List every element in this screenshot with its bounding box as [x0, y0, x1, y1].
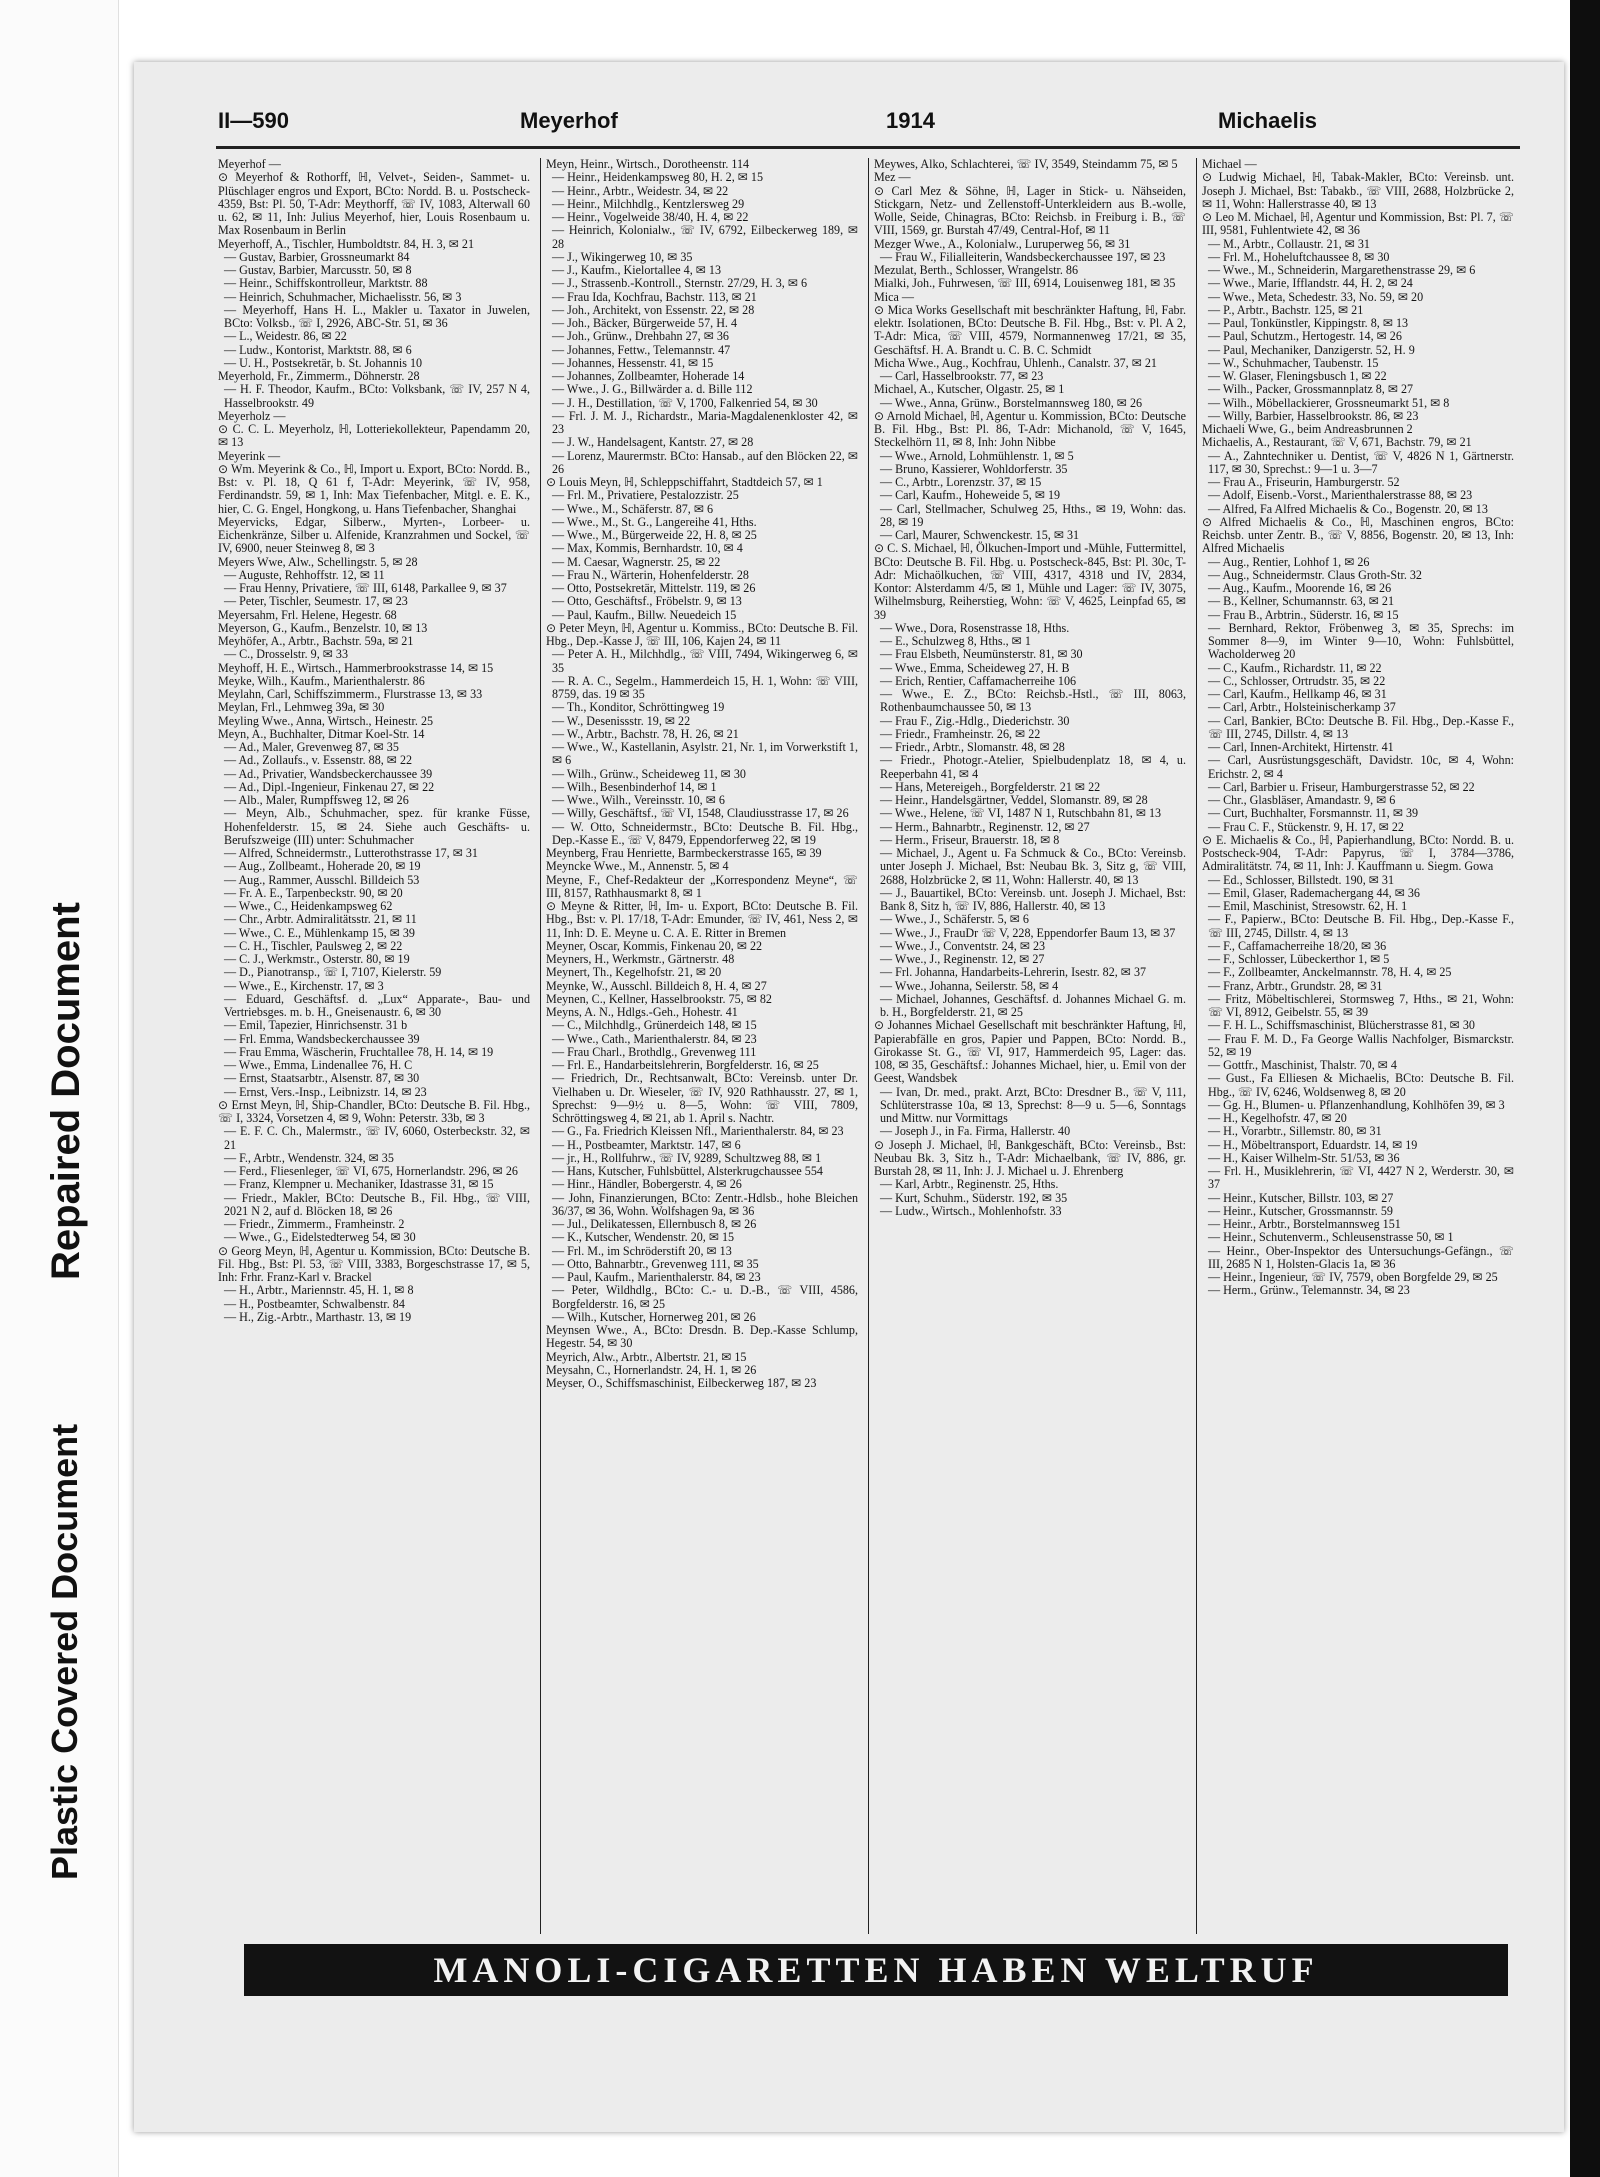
directory-entry: — Ed., Schlosser, Billstedt. 190, ✉ 31	[1208, 872, 1395, 887]
directory-entry: — Emil, Tapezier, Hinrichsenstr. 31 b	[224, 1018, 408, 1033]
column-divider	[868, 158, 869, 1934]
directory-entry: — Chr., Arbtr. Admiralitätsstr. 21, ✉ 11	[224, 912, 417, 927]
directory-entry: — Friedr., Makler, BCto: Deutsche B., Fil. Hbg., ☏ VIII, 2021 N 2, auf d. Blöcken 18, ✉ 26	[224, 1190, 530, 1218]
header-first-entry: Meyerhof	[520, 108, 618, 133]
directory-entry: — Wwe., Marie, Ifflandstr. 44, H. 2, ✉ 24	[1208, 276, 1413, 291]
directory-entry: — U. H., Postsekretär, b. St. Johannis 10	[224, 355, 423, 370]
directory-entry: — J., Bauartikel, BCto: Vereinsb. unt. Joseph J. Michael, Bst: Bank 8, Sitz h, ☏ IV, 886, Hallerstr. 40, ✉ 13	[880, 885, 1186, 913]
directory-entry: — H., Möbeltransport, Eduardstr. 14, ✉ 19	[1208, 1137, 1418, 1152]
directory-entry: Meyerhoff, A., Tischler, Humboldtstr. 84, H. 3, ✉ 21	[218, 236, 475, 251]
directory-entry: — Meyn, Alb., Schuhmacher, spez. für kranke Füsse, Hohenfelderstr. 15, ✉ 24. Siehe auch Geschäfts- u. Berufszweige (III) unter: Schuhmacher	[224, 806, 530, 847]
directory-entry: — Ferd., Fliesenleger, ☏ VI, 675, Hornerlandstr. 296, ✉ 26	[224, 1164, 518, 1178]
directory-entry: — Wwe., Emma, Lindenallee 76, H. C	[224, 1058, 413, 1072]
directory-entry: — H., Kegelhofstr. 47, ✉ 20	[1208, 1111, 1347, 1125]
directory-entry: — D., Pianotransp., ☏ I, 7107, Kielerstr. 59	[224, 965, 442, 980]
directory-entry: — F., Arbtr., Wendenstr. 324, ✉ 35	[224, 1150, 394, 1165]
directory-entry: — Michael, J., Agent u. Fa Schmuck & Co., BCto: Vereinsb. unter Joseph J. Michael, Bst: Neubau Bk. 3, Sitz g, ☏ VIII, 2688, Holzbrücke 2, ✉ 11, Wohn: Hallerstr. 40, ✉ 13	[880, 846, 1186, 887]
directory-entry: — Frau Elsbeth, Neumünsterstr. 81, ✉ 30	[880, 647, 1083, 662]
directory-entry: Mica —	[874, 289, 914, 304]
directory-entry: — Heinr., Schutenverm., Schleusenstrasse 50, ✉ 1	[1208, 1230, 1454, 1245]
directory-entry: — W. Otto, Schneidermstr., BCto: Deutsche B. Fil. Hbg., Dep.-Kasse E., ☏ V, 8479, Eppendorferweg 22, ✉ 19	[552, 819, 858, 847]
directory-entry: — Curt, Buchhalter, Forsmannstr. 11, ✉ 39	[1208, 806, 1419, 821]
directory-entry: — Wwe., Emma, Scheideweg 27, H. B	[880, 660, 1070, 675]
directory-entry: — Karl, Arbtr., Reginenstr. 25, Hths.	[880, 1177, 1059, 1192]
directory-entry: — Emil, Maschinist, Stresowstr. 62, H. 1	[1208, 899, 1408, 913]
directory-entry: — Lorenz, Maurermstr. BCto: Hansab., auf den Blöcken 22, ✉ 26	[552, 448, 858, 476]
directory-entry: — Wwe., E., Kirchenstr. 17, ✉ 3	[224, 978, 384, 993]
directory-entry: Meyhöfer, A., Arbtr., Bachstr. 59a, ✉ 21	[218, 634, 414, 648]
directory-entry: Meyns, A. N., Hdlgs.-Geh., Hohestr. 41	[546, 1005, 738, 1019]
directory-entry: — Wilh., Grünw., Scheideweg 11, ✉ 30	[552, 766, 746, 781]
directory-entry: — Aug., Zollbeamt., Hoherade 20, ✉ 19	[224, 859, 421, 874]
directory-entry: — Peter, Wildhdlg., BCto: C.- u. D.-B., ☏ VIII, 4586, Borgfelderstr. 16, ✉ 25	[552, 1283, 858, 1311]
directory-entry: — Frau C. F., Stückenstr. 9, H. 17, ✉ 22	[1208, 819, 1404, 834]
directory-entry: — Kurt, Schuhm., Süderstr. 192, ✉ 35	[880, 1190, 1068, 1205]
directory-entry: — F. H. L., Schiffsmaschinist, Blücherstrasse 81, ✉ 30	[1208, 1018, 1475, 1033]
directory-entry: — Auguste, Rehhoffstr. 12, ✉ 11	[224, 567, 385, 582]
directory-entry: — Heinr., Milchhdlg., Kentzlersweg 29	[552, 196, 745, 211]
directory-entry: — Joh., Architekt, von Essenstr. 22, ✉ 28	[552, 302, 755, 317]
directory-entry: — E., Schulzweg 8, Hths., ✉ 1	[880, 634, 1031, 648]
directory-entry: — Frau F. M. D., Fa George Wallis Nachfolger, Bismarckstr. 52, ✉ 19	[1208, 1031, 1514, 1059]
directory-entry: — Peter, Tischler, Seumestr. 17, ✉ 23	[224, 594, 408, 609]
directory-entry: — C. J., Werkmstr., Osterstr. 80, ✉ 19	[224, 952, 410, 966]
directory-entry: — A., Zahntechniker u. Dentist, ☏ V, 4826 N 1, Gärtnerstr. 117, ✉ 30, Sprechst.: 9—1 u. 3—7	[1208, 448, 1514, 476]
directory-entry: — C., Schlosser, Ortrudstr. 35, ✉ 22	[1208, 673, 1386, 688]
directory-entry: — H., Postbeamter, Schwalbenstr. 84	[224, 1296, 405, 1311]
directory-entry: — Frau Charl., Brothdlg., Grevenweg 111	[552, 1044, 757, 1059]
directory-entry: — M., Arbtr., Collaustr. 21, ✉ 31	[1208, 236, 1370, 251]
directory-entry: — Aug., Rentier, Lohhof 1, ✉ 26	[1208, 554, 1370, 569]
scan-right-border	[1570, 0, 1600, 2177]
directory-entry: Meyser, O., Schiffsmaschinist, Eilbeckerweg 187, ✉ 23	[546, 1376, 817, 1390]
header-last-entry: Michaelis	[1218, 108, 1318, 133]
directory-entry: — Eduard, Geschäftsf. d. „Lux“ Apparate-, Bau- und Vertriebsges. m. b. H., Gneisenaustr. 6, ✉ 30	[224, 991, 530, 1019]
directory-entry: — H., Vorarbtr., Sillemstr. 80, ✉ 31	[1208, 1124, 1382, 1139]
directory-entry: — Wwe., Helene, ☏ VI, 1487 N 1, Rutschbahn 81, ✉ 13	[880, 806, 1162, 821]
directory-entry: — Heinr., Ober-Inspektor des Untersuchungs-Gefängn., ☏ III, 2685 N 1, Holsten-Glacis 1a, ✉ 36	[1208, 1243, 1514, 1271]
firm-entry: ⊙ Ludwig Michael, ℍ, Tabak-Makler, BCto: Vereinsb. unt. Joseph J. Michael, Bst: Tabakb., ☏ VIII, 2688, Holzbrücke 2, ✉ 11, Wohn: Hallerstrasse 40, ✉ 13	[1202, 170, 1514, 211]
directory-entry: — P., Arbtr., Bachstr. 125, ✉ 21	[1208, 302, 1364, 317]
directory-entry: — Carl, Hasselbrookstr. 77, ✉ 23	[880, 369, 1044, 383]
directory-entry: — Heinr., Schiffskontrolleur, Marktstr. 88	[224, 276, 428, 291]
column-divider	[540, 158, 541, 1934]
repaired-document-label: Repaired Document	[44, 902, 88, 1280]
directory-entry: — Aug., Schneidermstr. Claus Groth-Str. 32	[1208, 567, 1422, 582]
directory-entry: — Chr., Glasbläser, Amandastr. 9, ✉ 6	[1208, 793, 1396, 807]
directory-entry: — Frau B., Arbtrin., Süderstr. 16, ✉ 15	[1208, 607, 1399, 622]
directory-entry: — H., Kaiser Wilhelm-Str. 51/53, ✉ 36	[1208, 1150, 1400, 1165]
directory-entry: — J., Strassenb.-Kontroll., Sternstr. 27/29, H. 3, ✉ 6	[552, 276, 808, 291]
page-number: II—590	[218, 108, 289, 133]
directory-entry: — Heinrich, Schuhmacher, Michaelisstr. 56, ✉ 3	[224, 289, 462, 304]
directory-entry: — Wilh., Kutscher, Hornerweg 201, ✉ 26	[552, 1309, 756, 1324]
directory-entry: — Wwe., Anna, Grünw., Borstelmannsweg 180, ✉ 26	[880, 395, 1143, 410]
directory-entry: — L., Weidestr. 86, ✉ 22	[224, 329, 347, 344]
directory-entry: — Wwe., M., Schäferstr. 87, ✉ 6	[552, 501, 714, 516]
directory-entry: — Ludw., Wirtsch., Mohlenhofstr. 33	[880, 1203, 1062, 1218]
directory-entry: — Meyerhoff, Hans H. L., Makler u. Taxator in Juwelen, BCto: Volksb., ☏ I, 2926, ABC-Str. 51, ✉ 36	[224, 302, 530, 330]
directory-entry: Michael, A., Kutscher, Olgastr. 25, ✉ 1	[874, 382, 1065, 397]
directory-entry: Meynberg, Frau Henriette, Barmbeckerstrasse 165, ✉ 39	[546, 846, 822, 860]
column-divider	[1196, 158, 1197, 1934]
directory-entry: — Frl. E., Handarbeitslehrerin, Borgfelderstr. 16, ✉ 25	[552, 1058, 819, 1072]
directory-entry: — F., Schlosser, Lübeckerthor 1, ✉ 5	[1208, 952, 1390, 966]
directory-entry: — Wilh., Packer, Grossmannplatz 8, ✉ 27	[1208, 382, 1414, 397]
page-header	[218, 102, 1518, 144]
directory-entry: — Frau Ida, Kochfrau, Bachstr. 113, ✉ 21	[552, 289, 757, 304]
directory-entry: — Wwe., J., Reginenstr. 12, ✉ 27	[880, 952, 1045, 966]
firm-entry: ⊙ Peter Meyn, ℍ, Agentur u. Kommiss., BCto: Deutsche B. Fil. Hbg., Dep.-Kasse J, ☏ III, 106, Kajen 24, ✉ 11	[546, 620, 858, 648]
directory-entry: — Heinrich, Kolonialw., ☏ IV, 6792, Eilbeckerweg 189, ✉ 28	[552, 223, 858, 251]
directory-entry: — F., Papierw., BCto: Deutsche B. Fil. Hbg., Dep.-Kasse F., ☏ III, 2745, Dillstr. 4, ✉ 13	[1208, 912, 1514, 940]
directory-entry: Meyerhold, Fr., Zimmerm., Döhnerstr. 28	[218, 369, 420, 383]
directory-entry: — Joseph J., in Fa. Firma, Hallerstr. 40	[880, 1124, 1071, 1139]
firm-entry: ⊙ Ernst Meyn, ℍ, Ship-Chandler, BCto: Deutsche B. Fil. Hbg., ☏ I, 3324, Vorsetzen 4, ✉ 9, Wohn: Peterstr. 33b, ✉ 3	[218, 1097, 530, 1125]
directory-entry: — Friedr., Framheinstr. 26, ✉ 22	[880, 726, 1041, 741]
directory-entry: — Ad., Zollaufs., v. Essenstr. 88, ✉ 22	[224, 753, 413, 768]
directory-entry: Meyner, Oscar, Kommis, Finkenau 20, ✉ 22	[546, 938, 763, 953]
directory-page	[134, 62, 1564, 2132]
directory-entry: — Friedr., Zimmerm., Framheinstr. 2	[224, 1217, 405, 1231]
directory-entry: Micha Wwe., Aug., Kochfrau, Uhlenh., Canalstr. 37, ✉ 21	[874, 355, 1157, 370]
directory-entry: — Gust., Fa Elliesen & Michaelis, BCto: Deutsche B. Fil. Hbg., ☏ IV, 6246, Woldsenweg 8, ✉ 20	[1208, 1071, 1514, 1099]
directory-entry: — H. F. Theodor, Kaufm., BCto: Volksbank, ☏ IV, 257 N 4, Hasselbrookstr. 49	[224, 382, 530, 410]
directory-entry: — Ad., Maler, Grevenweg 87, ✉ 35	[224, 740, 399, 754]
directory-entry: — Heinr., Ingenieur, ☏ IV, 7579, oben Borgfelde 29, ✉ 25	[1208, 1270, 1498, 1284]
column-3	[874, 158, 1186, 1928]
directory-entry: — M. Caesar, Wagnerstr. 25, ✉ 22	[552, 554, 721, 569]
directory-entry: Meyling Wwe., Anna, Wirtsch., Heinestr. 25	[218, 713, 434, 728]
directory-entry: — Heinr., Heidenkampsweg 80, H. 2, ✉ 15	[552, 170, 763, 185]
directory-entry: — Frl. M., im Schröderstift 20, ✉ 13	[552, 1243, 732, 1258]
directory-entry: — Franz, Klempner u. Mechaniker, Idastrasse 31, ✉ 15	[224, 1177, 494, 1192]
directory-entry: Meyrich, Alw., Arbtr., Albertstr. 21, ✉ 15	[546, 1349, 747, 1364]
directory-entry: — Ernst, Staatsarbtr., Alsenstr. 87, ✉ 30	[224, 1071, 420, 1086]
directory-entry: — Frau F., Zig.-Hdlg., Diederichstr. 30	[880, 713, 1070, 728]
directory-entry: — Paul, Kaufm., Marienthalerstr. 84, ✉ 23	[552, 1270, 761, 1284]
directory-entry: — Johannes, Zollbeamter, Hoherade 14	[552, 369, 745, 383]
directory-entry: — Frl. Johanna, Handarbeits-Lehrerin, Isestr. 82, ✉ 37	[880, 965, 1147, 980]
directory-entry: — W. Glaser, Fleningsbusch 1, ✉ 22	[1208, 369, 1387, 383]
directory-entry: — Michael, Johannes, Geschäftsf. d. Johannes Michael G. m. b. H., Borgfelderstr. 21, ✉ 25	[880, 991, 1186, 1019]
directory-entry: — Carl, Kaufm., Hoheweide 5, ✉ 19	[880, 488, 1061, 503]
directory-entry: — J. H., Destillation, ☏ V, 1700, Falkenried 54, ✉ 30	[552, 395, 818, 410]
directory-entry: Meyerholz —	[218, 408, 286, 423]
directory-entry: Meyerink —	[218, 448, 281, 463]
firm-entry: ⊙ Johannes Michael Gesellschaft mit beschränkter Haftung, ℍ, Papierabfälle en gros, Papier und Pappen, BCto: Nordd. B., Girokasse St. G., ☏ VI, 917, Hammerdeich 95, Lager: das. 108, ✉ 35, Geschäftsf.: Johannes Michael, hier, u. Emil von der Geest, Wandsbek	[874, 1018, 1186, 1086]
directory-entry: — Heinr., Kutscher, Billstr. 103, ✉ 27	[1208, 1190, 1394, 1205]
firm-entry: ⊙ Louis Meyn, ℍ, Schleppschiffahrt, Stadtdeich 57, ✉ 1	[546, 475, 823, 489]
directory-entry: — Otto, Bahnarbtr., Grevenweg 111, ✉ 35	[552, 1256, 759, 1271]
directory-entry: — Carl, Innen-Architekt, Hirtenstr. 41	[1208, 740, 1394, 754]
directory-entry: — John, Finanzierungen, BCto: Zentr.-Hdlsb., hohe Bleichen 36/37, ✉ 36, Wohn. Wolfshagen 9a, ✉ 36	[552, 1190, 858, 1218]
directory-entry: — Heinr., Kutscher, Grossmannstr. 59	[1208, 1203, 1393, 1218]
directory-entry: — W., Schuhmacher, Taubenstr. 15	[1208, 355, 1379, 370]
directory-entry: — Wwe., Meta, Schedestr. 33, No. 59, ✉ 20	[1208, 289, 1424, 304]
directory-entry: — Frau Emma, Wäscherin, Fruchtallee 78, H. 14, ✉ 19	[224, 1044, 494, 1059]
directory-entry: — Otto, Postsekretär, Mittelstr. 119, ✉ 26	[552, 581, 756, 595]
directory-entry: — Th., Konditor, Schröttingweg 19	[552, 700, 725, 715]
directory-entry: — Alb., Maler, Rumpffsweg 12, ✉ 26	[224, 793, 409, 807]
directory-entry: Meyners, H., Werkmstr., Gärtnerstr. 48	[546, 952, 735, 966]
directory-entry: — Bernhard, Rektor, Fröbenweg 3, ✉ 35, Sprechs: im Sommer 8—9, im Winter 9—10, Wohn: Fuhlsbüttel, Wacholderweg 20	[1208, 620, 1514, 662]
directory-entry: — H., Postbeamter, Marktstr. 147, ✉ 6	[552, 1137, 741, 1152]
directory-entry: — Wwe., Johanna, Seilerstr. 58, ✉ 4	[880, 978, 1059, 993]
directory-entry: — C. H., Tischler, Paulsweg 2, ✉ 22	[224, 938, 403, 953]
directory-entry: — Wwe., W., Kastellanin, Asylstr. 21, Nr. 1, im Vorwerkstift 1, ✉ 6	[552, 740, 858, 768]
directory-entry: — Carl, Bankier, BCto: Deutsche B. Fil. Hbg., Dep.-Kasse F., ☏ III, 2745, Dillstr. 4, ✉ 13	[1208, 713, 1514, 741]
directory-entry: Mialki, Joh., Fuhrwesen, ☏ III, 6914, Louisenweg 181, ✉ 35	[874, 276, 1176, 291]
directory-entry: Meyerhof —	[218, 158, 281, 171]
directory-entry: — Frau A., Friseurin, Hamburgerstr. 52	[1208, 475, 1400, 489]
directory-entry: Mezger Wwe., A., Kolonialw., Luruperweg 56, ✉ 31	[874, 236, 1131, 251]
directory-entry: Meylahn, Carl, Schiffszimmerm., Flurstrasse 13, ✉ 33	[218, 687, 483, 701]
plastic-covered-document-label: Plastic Covered Document	[44, 1423, 85, 1880]
directory-entry: — Wwe., M., Schneiderin, Margarethenstrasse 29, ✉ 6	[1208, 263, 1476, 277]
directory-entry: — Hans, Kutscher, Fuhlsbüttel, Alsterkrugchaussee 554	[552, 1164, 823, 1178]
directory-entry: Meynke, W., Ausschl. Billdeich 8, H. 4, ✉ 27	[546, 978, 767, 993]
directory-entry: — Gg. H., Blumen- u. Pflanzenhandlung, Kohlhöfen 39, ✉ 3	[1208, 1097, 1505, 1112]
directory-entry: Meynert, Th., Kegelhofstr. 21, ✉ 20	[546, 965, 722, 980]
directory-entry: — Carl, Arbtr., Holsteinischerkamp 37	[1208, 700, 1396, 715]
directory-entry: — Frau W., Filialleiterin, Wandsbeckerchaussee 197, ✉ 23	[880, 249, 1166, 264]
directory-entry: — E. F. C. Ch., Malermstr., ☏ IV, 6060, Osterbeckstr. 32, ✉ 21	[224, 1124, 530, 1152]
directory-entry: Michaelis, A., Restaurant, ☏ V, 671, Bachstr. 79, ✉ 21	[1202, 435, 1472, 450]
directory-entry: — Willy, Barbier, Hasselbrookstr. 86, ✉ 23	[1208, 408, 1419, 423]
directory-entry: — Friedrich, Dr., Rechtsanwalt, BCto: Vereinsb. unter Dr. Vielhaben u. Dr. Wieseler, ☏ IV, 920 Rathhausstr. 27, ✉ 1, Sprechst: 9—9½ u. 8—5, Wohn: ☏ VIII, 7809, Schröttingsweg 4, ✉ 21, ab 1. April s. Nachtr.	[552, 1071, 858, 1125]
firm-entry: ⊙ Mica Works Gesellschaft mit beschränkter Haftung, ℍ, Fabr. elektr. Isolationen, BCto: Deutsche B. Fil. Hbg., Bst: v. Pl. A 2, T-Adr: Mica, ☏ VIII, 4579, Normannenweg 17/21, ✉ 35, Geschäftsf. H. A. Brandt u. C. B. C. Schmidt	[874, 302, 1186, 357]
directory-entry: — Alfred, Fa Alfred Michaelis & Co., Bogenstr. 20, ✉ 13	[1208, 501, 1488, 516]
firm-entry: ⊙ Meyne & Ritter, ℍ, Im- u. Export, BCto: Deutsche B. Fil. Hbg., Bst: v. Pl. 17/18, T-Adr: Emunder, ☏ IV, 461, Ness 2, ✉ 11, Inh: D. E. Meyne u. C. A. E. Ritter in Bremen	[546, 899, 858, 940]
directory-entry: — Willy, Geschäftsf., ☏ VI, 1548, Claudiusstrasse 17, ✉ 26	[552, 806, 849, 821]
firm-entry: ⊙ Georg Meyn, ℍ, Agentur u. Kommission, BCto: Deutsche B. Fil. Hbg., Bst: Pl. 53, ☏ VIII, 3383, Borgeschstrasse 17, ✉ 5, Inh: Frhr. Franz-Karl v. Brackel	[218, 1243, 530, 1284]
directory-entry: — K., Kutscher, Wendenstr. 20, ✉ 15	[552, 1230, 735, 1245]
directory-entry: — Frau N., Wärterin, Hohenfelderstr. 28	[552, 567, 749, 582]
directory-entry: — Ivan, Dr. med., prakt. Arzt, BCto: Dresdner B., ☏ V, 111, Schlüterstrasse 10a, ✉ 13, Sprechst: 8—9 u. 5—6, Sonntags und Mittw. nur Vormittags	[880, 1084, 1186, 1125]
directory-entry: Michael —	[1202, 158, 1257, 171]
directory-entry: — W., Arbtr., Bachstr. 78, H. 26, ✉ 21	[552, 726, 739, 741]
directory-entry: Meynen, C., Kellner, Hasselbrookstr. 75, ✉ 82	[546, 991, 772, 1006]
directory-entry: Michaeli Wwe, G., beim Andreasbrunnen 2	[1202, 422, 1413, 436]
directory-entry: — Ludw., Kontorist, Marktstr. 88, ✉ 6	[224, 342, 412, 357]
directory-entry: — Wwe., J. G., Billwärder a. d. Bille 112	[552, 382, 753, 397]
firm-entry: ⊙ Wm. Meyerink & Co., ℍ, Import u. Export, BCto: Nordd. B., Bst: v. Pl. 18, Q 61 f, T-Adr: Meyerink, ☏ IV, 958, Ferdinandstr. 59, ✉ 1, Inh: Max Tiefenbacher, Mitgl. e. E. K., hier, C. G. Engel, Hongkong, u. Hans Tiefenbacher, Shanghai	[218, 461, 530, 516]
directory-entry: — C., Milchhdlg., Grünerdeich 148, ✉ 15	[552, 1018, 757, 1033]
directory-entry: — F., Caffamacherreihe 18/20, ✉ 36	[1208, 938, 1387, 953]
directory-entry: — Wilh., Besenbinderhof 14, ✉ 1	[552, 779, 717, 794]
directory-entry: — Joh., Bäcker, Bürgerweide 57, H. 4	[552, 316, 738, 330]
directory-entry: — Friedr., Arbtr., Slomanstr. 48, ✉ 28	[880, 740, 1065, 754]
firm-entry: ⊙ Arnold Michael, ℍ, Agentur u. Kommission, BCto: Deutsche B. Fil. Hbg., Bst: Pl. 86, T-Adr: Michanold, ☏ V, 1645, Steckelhörn 11, ✉ 8, Inh: John Nibbe	[874, 408, 1186, 450]
directory-entry: — Aug., Rammer, Ausschl. Billdeich 53	[224, 872, 420, 887]
directory-entry: Meylan, Frl., Lehmweg 39a, ✉ 30	[218, 700, 385, 715]
directory-entry: — Paul, Mechaniker, Danzigerstr. 52, H. 9	[1208, 342, 1415, 357]
header-rule	[216, 146, 1520, 149]
directory-entry: — J. W., Handelsagent, Kantstr. 27, ✉ 28	[552, 435, 754, 450]
directory-entry: — Wwe., Cath., Marienthalerstr. 84, ✉ 23	[552, 1031, 757, 1046]
directory-entry: Meyerson, G., Kaufm., Benzelstr. 10, ✉ 13	[218, 620, 428, 635]
directory-entry: — Johannes, Hessenstr. 41, ✉ 15	[552, 355, 714, 370]
column-4	[1202, 158, 1514, 1928]
firm-entry: ⊙ Leo M. Michael, ℍ, Agentur und Kommission, Bst: Pl. 7, ☏ III, 9581, Fuhlentwiete 42, ✉ 36	[1202, 210, 1514, 238]
directory-entry: — Heinr., Vogelweide 38/40, H. 4, ✉ 22	[552, 210, 749, 224]
directory-entry: — Erich, Rentier, Caffamacherreihe 106	[880, 673, 1077, 688]
firm-entry: ⊙ E. Michaelis & Co., ℍ, Papierhandlung, BCto: Nordd. B. u. Postscheck-904, T-Adr: Papyrus, ☏ I, 3784—3786, Admiralitätstr. 74, ✉ 11, Inh: J. Kauffmann u. Siegm. Gowa	[1202, 832, 1514, 874]
directory-entry: — C., Kaufm., Richardstr. 11, ✉ 22	[1208, 660, 1382, 675]
directory-entry: — Wwe., Wilh., Vereinsstr. 10, ✉ 6	[552, 793, 725, 807]
directory-entry: — Fr. A. E., Tarpenbeckstr. 90, ✉ 20	[224, 885, 403, 900]
directory-entry: — Wwe., Arnold, Lohmühlenstr. 1, ✉ 5	[880, 448, 1074, 463]
directory-entry: — Aug., Kaufm., Moorende 16, ✉ 26	[1208, 581, 1392, 595]
directory-entry: — F., Zollbeamter, Anckelmannstr. 78, H. 4, ✉ 25	[1208, 965, 1452, 980]
directory-entry: — Frl. H., Musiklehrerin, ☏ VI, 4427 N 2, Werderstr. 30, ✉ 37	[1208, 1164, 1514, 1192]
manoli-advertisement-banner: MANOLI-CIGARETTEN HABEN WELTRUF	[244, 1944, 1508, 1996]
directory-entry: Meysahn, C., Hornerlandstr. 24, H. 1, ✉ 26	[546, 1362, 757, 1377]
directory-entry: — Johannes, Fettw., Telemannstr. 47	[552, 342, 731, 357]
directory-entry: — Herm., Grünw., Telemannstr. 34, ✉ 23	[1208, 1283, 1410, 1298]
directory-entry: — J., Wikingerweg 10, ✉ 35	[552, 249, 693, 264]
directory-entry: — Alfred, Schneidermstr., Lutterothstrasse 17, ✉ 31	[224, 846, 478, 860]
directory-entry: — Ad., Dipl.-Ingenieur, Finkenau 27, ✉ 22	[224, 779, 435, 794]
firm-entry: ⊙ Meyerhof & Rothorff, ℍ, Velvet-, Seiden-, Sammet- u. Plüschlager engros und Export, BCto: Nordd. B. u. Postscheck-4359, Bst: Pl. 50, T-Adr: Meythorff, ☏ IV, 1083, Alterwall 60 u. 62, ✉ 11, Inh: Julius Meyerhof, hier, Louis Rosenbaum u. Max Rosenbaum in Berlin	[218, 170, 530, 238]
directory-entry: — Franz, Arbtr., Grundstr. 28, ✉ 31	[1208, 978, 1383, 993]
directory-entry: — Peter A. H., Milchhdlg., ☏ VIII, 7494, Wikingerweg 6, ✉ 35	[552, 647, 858, 675]
directory-entry: Meyncke Wwe., M., Annenstr. 5, ✉ 4	[546, 859, 729, 874]
directory-entry: — Ad., Privatier, Wandsbeckerchaussee 39	[224, 766, 433, 781]
directory-entry: Meyne, F., Chef-Redakteur der „Korrespondenz Meyne“, ☏ III, 8157, Rathhausmarkt 8, ✉ 1	[546, 872, 858, 900]
directory-entry: — Heinr., Arbtr., Borstelmannsweg 151	[1208, 1217, 1401, 1231]
directory-entry: — Wwe., M., Bürgerweide 22, H. 8, ✉ 25	[552, 528, 757, 542]
directory-entry: — Wwe., Dora, Rosenstrasse 18, Hths.	[880, 620, 1070, 635]
directory-entry: — Frau Henny, Privatiere, ☏ III, 6148, Parkallee 9, ✉ 37	[224, 581, 507, 595]
directory-entry: Meyervicks, Edgar, Silberw., Myrten-, Lorbeer- u. Eichenkränze, Silber u. Alfenide, Kranzrahmen und Sockel, ☏ IV, 6900, neuer Steinweg 8, ✉ 3	[218, 514, 530, 556]
directory-entry: Mez —	[874, 170, 911, 185]
directory-entry: — C., Drosselstr. 9, ✉ 33	[224, 647, 349, 662]
directory-entry: — H., Arbtr., Mariennstr. 45, H. 1, ✉ 8	[224, 1283, 414, 1298]
directory-entry: Meyn, A., Buchhalter, Ditmar Koel-Str. 14	[218, 726, 425, 741]
directory-entry: — Frl. Emma, Wandsbeckerchaussee 39	[224, 1031, 420, 1046]
directory-entry: — Hans, Metereigeh., Borgfelderstr. 21 ✉ 22	[880, 779, 1101, 794]
directory-entry: — Carl, Stellmacher, Schulweg 25, Hths., ✉ 19, Wohn: das. 28, ✉ 19	[880, 501, 1186, 529]
directory-entry: — Gottfr., Maschinist, Thalstr. 70, ✉ 4	[1208, 1058, 1397, 1072]
directory-entry: Meyke, Wilh., Kaufm., Marienthalerstr. 86	[218, 673, 425, 688]
directory-entry: — Joh., Grünw., Drehbahn 27, ✉ 36	[552, 329, 729, 344]
directory-entry: — Wwe., G., Eidelstedterweg 54, ✉ 30	[224, 1230, 416, 1245]
directory-entry: — R. A. C., Segelm., Hammerdeich 15, H. 1, Wohn: ☏ VIII, 8759, das. 19 ✉ 35	[552, 673, 858, 701]
directory-entry: — Ernst, Vers.-Insp., Leibnizstr. 14, ✉ 23	[224, 1084, 427, 1099]
directory-entry: Meyn, Heinr., Wirtsch., Dorotheenstr. 114	[546, 158, 750, 171]
firm-entry: ⊙ Alfred Michaelis & Co., ℍ, Maschinen engros, BCto: Reichsb. unter Zentr. B., ☏ V, 8856, Bogenstr. 20, ✉ 13, Inh: Alfred Michaelis	[1202, 514, 1514, 556]
directory-entry: — Wwe., M., St. G., Langereihe 41, Hths.	[552, 514, 757, 529]
directory-entry: — Wwe., C. E., Mühlenkamp 15, ✉ 39	[224, 925, 415, 940]
directory-entry: Meyersahm, Frl. Helene, Hegestr. 68	[218, 607, 397, 622]
firm-entry: ⊙ Carl Mez & Söhne, ℍ, Lager in Stick- u. Nähseiden, Stickgarn, Netz- und Zellenstoff-Unterkleidern aus B.-wolle, Wolle, Seide, Chinagras, BCto: Reichsb. in Freiburg i. B., ☏ VIII, 1569, gr. Burstah 47/49, Central-Hof, ✉ 11	[874, 183, 1186, 238]
directory-entry: — Wwe., E. Z., BCto: Reichsb.-Hstl., ☏ III, 8063, Rothenbaumchaussee 50, ✉ 13	[880, 687, 1186, 715]
directory-entry: — Hinr., Händler, Bobergerstr. 4, ✉ 26	[552, 1177, 742, 1192]
directory-entry: — Gustav, Barbier, Grossneumarkt 84	[224, 249, 410, 264]
directory-entry: — Frl. M., Privatiere, Pestalozzistr. 25	[552, 488, 739, 503]
directory-entry: — Gustav, Barbier, Marcusstr. 50, ✉ 8	[224, 263, 412, 277]
directory-entry: — Wwe., J., Conventstr. 24, ✉ 23	[880, 938, 1046, 953]
directory-entry: — Herm., Bahnarbtr., Reginenstr. 12, ✉ 27	[880, 819, 1090, 834]
directory-entry: — Frl. J. M. J., Richardstr., Maria-Magdalenenkloster 42, ✉ 23	[552, 408, 858, 436]
directory-entry: Meyhoff, H. E., Wirtsch., Hammerbrookstrasse 14, ✉ 15	[218, 660, 494, 675]
directory-entry: — Frl. M., Hoheluftchaussee 8, ✉ 30	[1208, 249, 1390, 264]
directory-entry: — J., Kaufm., Kielortallee 4, ✉ 13	[552, 263, 721, 277]
directory-entry: — Wwe., J., Schäferstr. 5, ✉ 6	[880, 912, 1029, 927]
directory-entry: — Carl, Maurer, Schwenckestr. 15, ✉ 31	[880, 528, 1080, 542]
firm-entry: ⊙ C. S. Michael, ℍ, Ölkuchen-Import und -Mühle, Futtermittel, BCto: Deutsche B. Fil. Hbg. u. Postscheck-845, Bst: Pl. 30c, T-Adr: Michaölkuchen, ☏ VIII, 4317, 4318 und IV, 2834, Kontor: Alsterdamm 4/5, ✉ 1, Mühle und Lager: ☏ IV, 3075, Wilhelmsburg, Reiherstieg, Wohn: ☏ V, 4625, Leinpfad 65, ✉ 39	[874, 541, 1186, 622]
directory-entry: — Heinr., Arbtr., Weidestr. 34, ✉ 22	[552, 183, 729, 198]
directory-entry: — Wwe., C., Heidenkampsweg 62	[224, 899, 393, 913]
directory-entry: — Max, Kommis, Bernhardstr. 10, ✉ 4	[552, 541, 743, 556]
directory-entry: — C., Arbtr., Lorenzstr. 37, ✉ 15	[880, 475, 1042, 489]
directory-entry: — Paul, Schutzm., Hertogestr. 14, ✉ 26	[1208, 329, 1402, 344]
directory-entry: — Carl, Kaufm., Hellkamp 46, ✉ 31	[1208, 687, 1387, 701]
directory-entry: — jr., H., Rollfuhrw., ☏ IV, 9289, Schultzweg 88, ✉ 1	[552, 1150, 822, 1165]
directory-entry: — Fritz, Möbeltischlerei, Stormsweg 7, Hths., ✉ 21, Wohn: ☏ VI, 8912, Geibelstr. 55, ✉ 39	[1208, 991, 1514, 1019]
directory-entry: Meynsen Wwe., A., BCto: Dresdn. B. Dep.-Kasse Schlump, Hegestr. 54, ✉ 30	[546, 1323, 858, 1351]
directory-entry: — G., Fa. Friedrich Kleissen Nfl., Marienthalerstr. 84, ✉ 23	[552, 1124, 844, 1139]
directory-entry: — Heinr., Handelsgärtner, Veddel, Slomanstr. 89, ✉ 28	[880, 793, 1148, 807]
directory-entry: — Adolf, Eisenb.-Vorst., Marienthalerstrasse 88, ✉ 23	[1208, 488, 1473, 503]
directory-entry: — Otto, Geschäftsf., Fröbelstr. 9, ✉ 13	[552, 594, 742, 609]
firm-entry: ⊙ Joseph J. Michael, ℍ, Bankgeschäft, BCto: Vereinsb., Bst: Neubau Bk. 3, Sitz h., T-Adr: Michaelbank, ☏ IV, 886, gr. Burstah 28, ✉ 11, Inh: J. J. Michael u. J. Ehrenberg	[874, 1137, 1186, 1178]
firm-entry: ⊙ C. C. L. Meyerholz, ℍ, Lotteriekollekteur, Papendamm 20, ✉ 13	[218, 422, 530, 450]
directory-entry: — Herm., Friseur, Brauerstr. 18, ✉ 8	[880, 832, 1060, 847]
directory-entry: — H., Zig.-Arbtr., Marthastr. 13, ✉ 19	[224, 1309, 412, 1324]
directory-entry: — Emil, Glaser, Rademachergang 44, ✉ 36	[1208, 885, 1420, 900]
directory-entry: — Wilh., Möbellackierer, Grossneumarkt 51, ✉ 8	[1208, 395, 1450, 410]
directory-entry: Mezulat, Berth., Schlosser, Wrangelstr. 86	[874, 263, 1079, 277]
column-2	[546, 158, 858, 1928]
directory-entry: — Bruno, Kassierer, Wohldorferstr. 35	[880, 461, 1068, 476]
directory-entry: — Friedr., Photogr.-Atelier, Spielbudenplatz 18, ✉ 4, u. Reeperbahn 41, ✉ 4	[880, 753, 1186, 781]
directory-entry: — Carl, Ausrüstungsgeschäft, Davidstr. 10c, ✉ 4, Wohn: Erichstr. 2, ✉ 4	[1208, 753, 1514, 781]
directory-entry: — W., Desenissstr. 19, ✉ 22	[552, 713, 691, 728]
header-year: 1914	[886, 108, 935, 133]
column-1	[218, 158, 530, 1928]
directory-entry: — Carl, Barbier u. Friseur, Hamburgerstrasse 52, ✉ 22	[1208, 779, 1475, 794]
directory-entry: Meywes, Alko, Schlachterei, ☏ IV, 3549, Steindamm 75, ✉ 5	[874, 158, 1178, 171]
directory-entry: — Wwe., J., FrauDr ☏ V, 228, Eppendorfer Baum 13, ✉ 37	[880, 925, 1176, 940]
directory-entry: — Paul, Tonkünstler, Kippingstr. 8, ✉ 13	[1208, 316, 1409, 330]
directory-entry: — B., Kellner, Schumannstr. 63, ✉ 21	[1208, 594, 1394, 609]
directory-entry: Meyers Wwe, Alw., Schellingstr. 5, ✉ 28	[218, 554, 418, 569]
directory-entry: — Jul., Delikatessen, Ellernbusch 8, ✉ 26	[552, 1217, 757, 1231]
directory-entry: — Paul, Kaufm., Billw. Neuedeich 15	[552, 607, 737, 622]
